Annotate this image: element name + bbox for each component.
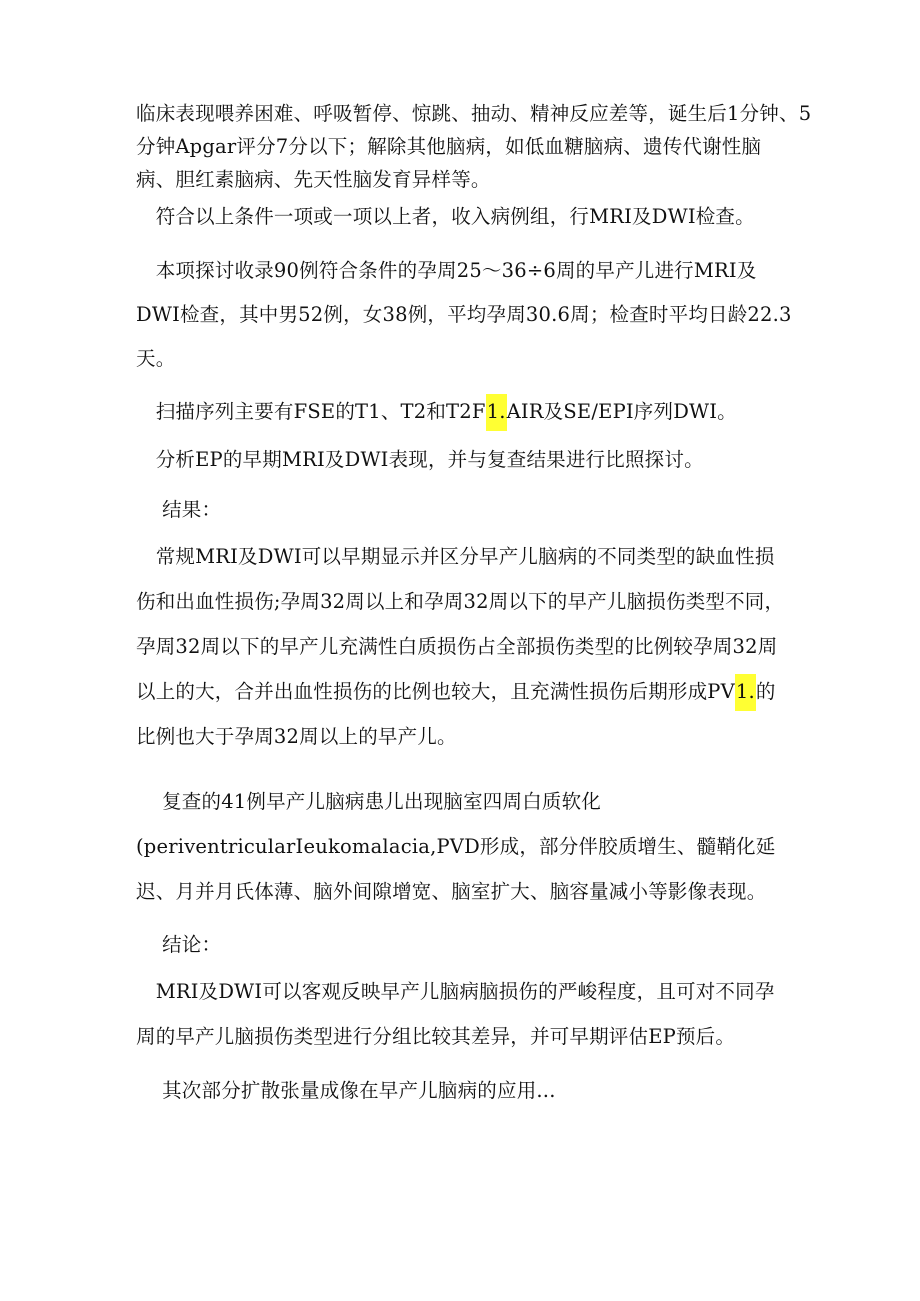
text-segment: 扫描序列主要有FSE的T1、T2和T2F bbox=[136, 400, 486, 423]
paragraph-results bbox=[136, 540, 796, 753]
section-heading: 结论： bbox=[136, 933, 222, 956]
paragraph-inclusion bbox=[136, 200, 796, 233]
text-line: 本项探讨收录90例符合条件的孕周25～36÷6周的早产儿进行MRI及 bbox=[136, 259, 757, 282]
section-heading: 结果： bbox=[136, 498, 222, 521]
highlight-mark: 1. bbox=[735, 674, 756, 711]
text-line: 天。 bbox=[136, 347, 176, 370]
text-line: MRI及DWI可以客观反映早产儿脑病脑损伤的严峻程度，且可对不同孕 bbox=[136, 980, 775, 1003]
paragraph-analysis bbox=[136, 443, 796, 476]
text-segment: 的 bbox=[755, 680, 776, 703]
text-segment: 以上的大，合并出血性损伤的比例也较大，且充满性损伤后期形成PV bbox=[136, 680, 735, 703]
text-line: 病、胆红素脑病、先天性脑发育异样等。 bbox=[136, 168, 491, 191]
text-line: DWI检查，其中男52例，女38例，平均孕周30.6周；检查时平均日龄22.3 bbox=[136, 303, 792, 326]
text-line: 常规MRI及DWI可以早期显示并区分早产儿脑病的不同类型的缺血性损 bbox=[136, 545, 775, 568]
paragraph-criteria bbox=[136, 97, 812, 196]
text-line: 复查的41例早产儿脑病患儿出现脑室四周白质软化 bbox=[136, 790, 602, 813]
text-line: 分钟Apgar评分7分以下；解除其他脑病，如低血糖脑病、遗传代谢性脑 bbox=[136, 135, 762, 158]
conclusion-heading bbox=[136, 928, 796, 961]
text-line bbox=[136, 395, 796, 428]
results-heading bbox=[136, 493, 796, 526]
text-line: 符合以上条件一项或一项以上者，收入病例组，行MRI及DWI检查。 bbox=[136, 205, 755, 228]
text-segment: AIR及SE/EPI序列DWI。 bbox=[506, 400, 737, 423]
text-line: 周的早产儿脑损伤类型进行分组比较其差异，并可早期评估EP预后。 bbox=[136, 1025, 736, 1048]
text-line: 临床表现喂养困难、呼吸暂停、惊跳、抽动、精神反应差等，诞生后1分钟、5 bbox=[136, 102, 812, 125]
text-line: 迟、月并月氏体薄、脑外间隙增宽、脑室扩大、脑容量减小等影像表现。 bbox=[136, 880, 767, 903]
text-line: (periventricularIeukomalacia,PVD形成，部分伴胶质增生、髓鞘化延 bbox=[136, 835, 776, 858]
highlight-mark: 1. bbox=[486, 394, 507, 431]
text-line: 孕周32周以下的早产儿充满性白质损伤占全部损伤类型的比例较孕周32周 bbox=[136, 635, 778, 658]
paragraph-scan bbox=[136, 395, 796, 428]
paragraph-study bbox=[136, 254, 796, 375]
text-line: 伤和出血性损伤;孕周32周以上和孕周32周以下的早产儿脑损伤类型不同， bbox=[136, 590, 785, 613]
paragraph-followup bbox=[136, 785, 796, 908]
text-line: 分析EP的早期MRI及DWI表现，并与复查结果进行比照探讨。 bbox=[136, 448, 704, 471]
text-line: 比例也大于孕周32周以上的早产儿。 bbox=[136, 725, 457, 748]
text-line bbox=[136, 675, 796, 720]
text-line: 其次部分扩散张量成像在早产儿脑病的应用... bbox=[136, 1079, 556, 1102]
paragraph-conclusion bbox=[136, 975, 796, 1053]
next-section-title bbox=[136, 1074, 796, 1107]
